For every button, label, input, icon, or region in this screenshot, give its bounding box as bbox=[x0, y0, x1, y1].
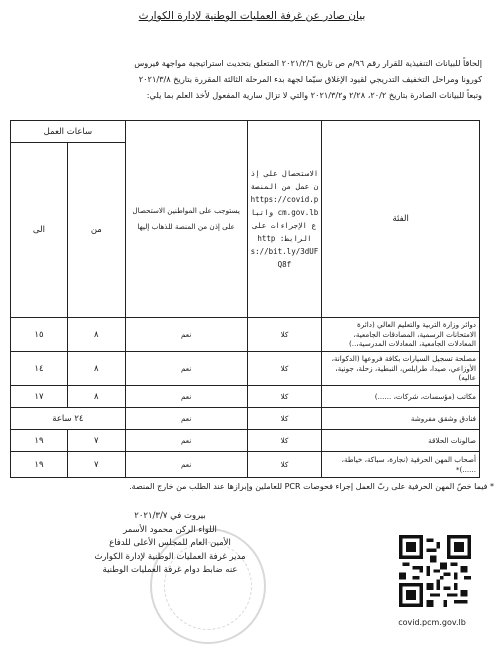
table-row bbox=[11, 430, 480, 452]
header-from: من bbox=[67, 143, 125, 318]
row-category: مكاتب (مؤسسات، شركات، ......) bbox=[322, 386, 480, 408]
table-row bbox=[11, 408, 480, 430]
row-platform: كلا bbox=[247, 318, 322, 352]
row-from: ٧ bbox=[67, 452, 125, 478]
header-to: الى bbox=[11, 143, 68, 318]
header-citizen-permit: يستوجب على المواطنين الاستحصال على إذن من المنصة للذهاب إليها bbox=[125, 121, 247, 318]
row-platform: كلا bbox=[247, 430, 322, 452]
signature-title-1: الأمين العام للمجلس الأعلى للدفاع bbox=[109, 538, 231, 548]
row-citizen: نعم bbox=[125, 430, 247, 452]
signature-title-2: مدير غرفة العمليات الوطنية لإدارة الكوارث bbox=[94, 551, 246, 562]
row-to: ١٥ bbox=[11, 318, 68, 352]
header-platform-exempt: الاستحصال على إذن عمل من المنصة https://covid.pcm.gov.lb واتباع الإجراءات على الرابط: https://bit.ly/3dUFQ8f bbox=[247, 121, 322, 318]
row-category: دوائر وزارة التربية والتعليم العالي (دائرة الامتحانات الرسمية، المصادقات الجامعية، المعادلات الجامعية، المعادلات المدرسية،..) bbox=[322, 318, 480, 352]
table-row bbox=[11, 386, 480, 408]
signature-place-date: بيروت في ٢٠٢١/٣/٧ bbox=[134, 511, 206, 521]
row-to: ١٩ bbox=[11, 452, 68, 478]
header-category: الفئة bbox=[322, 121, 480, 318]
row-to: ١٩ bbox=[11, 430, 68, 452]
row-citizen: نعم bbox=[125, 386, 247, 408]
row-category: صالونات الحلاقة bbox=[322, 430, 480, 452]
schedule-table bbox=[10, 120, 480, 478]
qr-caption: covid.pcm.gov.lb bbox=[398, 618, 466, 627]
row-citizen: نعم bbox=[125, 452, 247, 478]
row-to: ١٤ bbox=[11, 352, 68, 386]
table-row bbox=[11, 452, 480, 478]
qr-code-icon bbox=[399, 535, 471, 607]
intro-line-2: كورونا ومراحل التخفيف التدريجي لقيود الإغلاق سيّما لجهة بدء المرحلة الثالثة المقررة بتاريخ ٢٠٢١/٣/٨ bbox=[138, 74, 482, 84]
row-citizen: نعم bbox=[125, 318, 247, 352]
intro-line-1: إلحاقاً للبيانات التنفيذية للقرار رقم ٩٦/م ص تاريخ ٢٠٢١/٢/٦ المتعلق بتحديث استراتيجية مواجهة فيروس bbox=[134, 58, 482, 68]
row-platform: كلا bbox=[247, 386, 322, 408]
signature-title-3: عنه ضابط دوام غرفة العمليات الوطنية bbox=[102, 565, 238, 575]
row-merged-hours: ٢٤ ساعة bbox=[11, 408, 126, 430]
row-to: ١٧ bbox=[11, 386, 68, 408]
row-category: مصلحة تسجيل السيارات بكافة فروعها (الدكوانة، الأوزاعي، صيدا، طرابلس، النبطية، زحلة، جونية، عاليه) bbox=[322, 352, 480, 386]
row-from: ٧ bbox=[67, 430, 125, 452]
row-platform: كلا bbox=[247, 408, 322, 430]
table-row bbox=[11, 352, 480, 386]
document-title: بيان صادر عن غرفة العمليات الوطنية لإدارة الكوارث bbox=[138, 10, 366, 22]
signature-name: اللواء الركن محمود الأسمر bbox=[123, 524, 217, 535]
row-platform: كلا bbox=[247, 452, 322, 478]
signature-block bbox=[20, 510, 320, 578]
row-category: أصحاب المهن الحرفية (نجارة، سباكة، خياطة، ......)* bbox=[322, 452, 480, 478]
row-from: ٨ bbox=[67, 352, 125, 386]
row-platform: كلا bbox=[247, 352, 322, 386]
row-from: ٨ bbox=[67, 386, 125, 408]
row-citizen: نعم bbox=[125, 352, 247, 386]
header-working-hours: ساعات العمل bbox=[11, 121, 126, 143]
intro-paragraph bbox=[20, 55, 482, 103]
row-category: فنادق وشقق مفروشة bbox=[322, 408, 480, 430]
row-citizen: نعم bbox=[125, 408, 247, 430]
footnote: * فيما خصّ المهن الحرفية على ربّ العمل إجراء فحوصات PCR للعاملين وإبرازها عند الطلب من خارج المنصة. bbox=[129, 482, 494, 491]
row-from: ٨ bbox=[67, 318, 125, 352]
intro-line-3: وتبعاً للبيانات الصادرة بتاريخ ٢٠/٢، ٢/٢٨ و٢٠٢١/٣/٢ والتي لا تزال سارية المفعول لأخذ العلم بما يلي: bbox=[146, 90, 482, 100]
table-row bbox=[11, 318, 480, 352]
